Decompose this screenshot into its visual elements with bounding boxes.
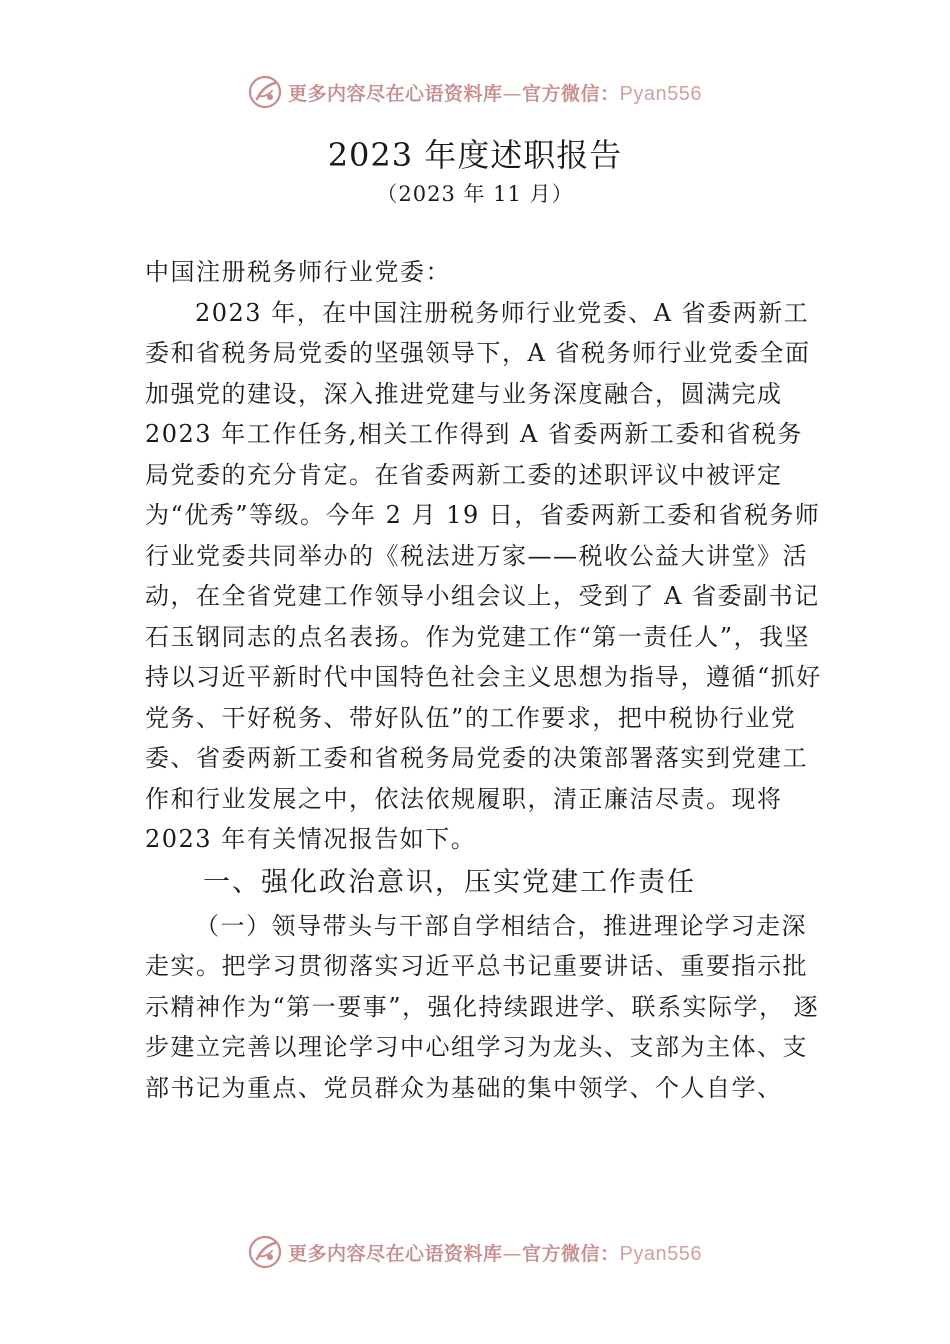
document-date: （2023 年 11 月） (376, 182, 574, 206)
intro-paragraph: 2023 年，在中国注册税务师行业党委、A 省委两新工委和省税务局党委的坚强领导下，A 省税务师行业党委全面加强党的建设，深入推进党建与业务深度融合，圆满完成 2023 年工作任务,相关工作得到 A 省委两新工委和省税务局党委的充分肯定。在省委两新工委的述职评议中被评定为“优秀”等级。今年 2 月 19 日，省委两新工委和省税务师行业党委共同举办的《税法进万家——税收公益大讲堂》活动，在全省党建工作领导小组会议上，受到了 A 省委副书记石玉钢同志的点名表扬。作为党建工作“第一责任人”，我坚持以习近平新时代中国特色社会主义思想为指导，遵循“抓好党务、干好税务、带好队伍”的工作要求，把中税协行业党委、省委两新工委和省税务局党委的决策部署落实到党建工作和行业发展之中，依法依规履职，清正廉洁尽责。现将 2023 年有关情况报告如下。 (145, 298, 822, 853)
watermark-text: 更多内容尽在心语资料库—官方微信：Pyan556 (288, 82, 702, 105)
watermark-text: 更多内容尽在心语资料库—官方微信：Pyan556 (288, 1242, 702, 1265)
document-body (145, 252, 825, 1108)
logo-icon (248, 75, 282, 109)
section-heading: 一、强化政治意识，压实党建工作责任 (203, 866, 696, 898)
watermark-banner-bottom (0, 1232, 950, 1272)
section-paragraph: （一）领导带头与干部自学相结合，推进理论学习走深走实。把学习贯彻落实习近平总书记重要讲话、重要指示批示精神作为“第一要事”，强化持续跟进学、联系实际学， 逐步建立完善以理论学习中心组学习为龙头、支部为主体、支部书记为重点、党员群众为基础的集中领学、个人自学、 (145, 911, 820, 1102)
watermark-banner-top (0, 72, 950, 112)
logo-icon (248, 1235, 282, 1269)
salutation: 中国注册税务师行业党委： (145, 258, 451, 286)
document-title: 2023 年度述职报告 (327, 136, 623, 174)
